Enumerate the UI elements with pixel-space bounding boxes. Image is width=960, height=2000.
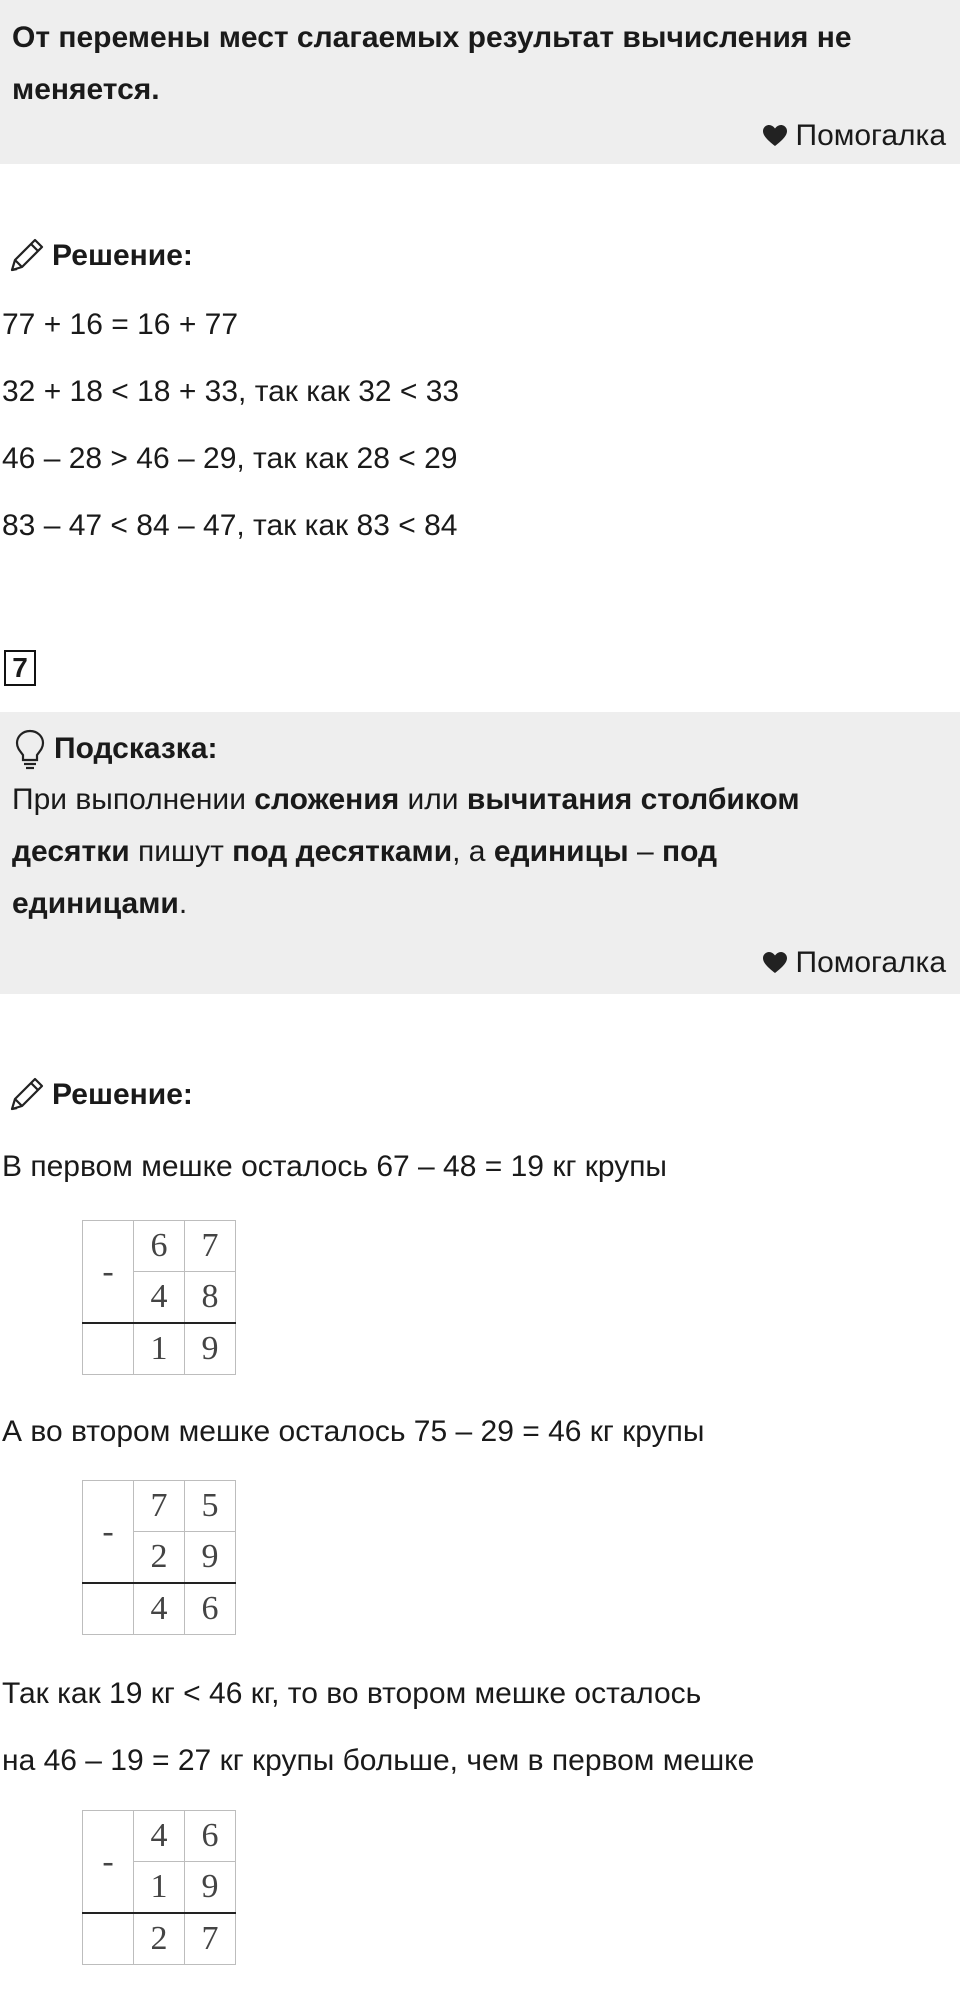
pomogalka-link[interactable] [762,118,947,154]
task-number: 7 [4,650,36,686]
lightbulb-icon [12,728,48,770]
empty-cell [83,1583,134,1635]
hint-heading [12,724,948,774]
equation-line: 83 – 47 < 84 – 47, так как 83 < 84 [2,509,458,542]
hint-box [0,712,960,994]
hint-text-line: единицами. [12,887,188,920]
hint-heading-label: Подсказка: [54,732,218,765]
digit-cell: 6 [185,1811,236,1862]
digit-cell: 4 [134,1811,185,1862]
digit-cell: 9 [185,1862,236,1914]
empty-cell [83,1323,134,1375]
digit-cell: 1 [134,1323,185,1375]
empty-cell [83,1913,134,1965]
solution-text-line: Так как 19 кг < 46 кг, то во втором мешке осталось [2,1677,702,1710]
digit-cell: 2 [134,1913,185,1965]
solution-heading-label: Решение: [52,239,193,272]
minus-sign: - [83,1811,134,1914]
solution-text-line: А во втором мешке осталось 75 – 29 = 46 кг крупы [2,1415,705,1448]
pencil-icon [6,236,46,276]
equation-line: 46 – 28 > 46 – 29, так как 28 < 29 [2,442,458,475]
heart-icon [762,124,788,148]
digit-cell: 9 [185,1323,236,1375]
equation-line: 77 + 16 = 16 + 77 [2,308,239,341]
digit-cell: 7 [185,1221,236,1272]
minus-sign: - [83,1221,134,1324]
digit-cell: 1 [134,1862,185,1914]
rule-text-line: От перемены мест слагаемых результат вычисления не [12,21,852,54]
solution-text-line: В первом мешке осталось 67 – 48 = 19 кг крупы [2,1150,667,1183]
minus-sign: - [83,1481,134,1584]
credit-label: Помогалка [795,946,946,979]
solution-heading [6,1075,193,1115]
heart-icon [762,951,788,975]
equation-line: 32 + 18 < 18 + 33, так как 32 < 33 [2,375,460,408]
hint-text-line: десятки пишут под десятками, а единицы – под [12,835,718,868]
column-subtraction-1 [82,1220,236,1375]
digit-cell: 7 [134,1481,185,1532]
digit-cell: 4 [134,1272,185,1324]
hint-text [12,774,948,930]
rule-box [0,0,960,164]
digit-cell: 4 [134,1583,185,1635]
pomogalka-link[interactable] [762,945,947,981]
column-subtraction-2 [82,1480,236,1635]
digit-cell: 2 [134,1532,185,1584]
hint-text-line: При выполнении сложения или вычитания столбиком [12,783,800,816]
rule-text-line: меняется. [12,73,160,106]
digit-cell: 5 [185,1481,236,1532]
credit-label: Помогалка [795,119,946,152]
solution-heading-label: Решение: [52,1078,193,1111]
column-subtraction-3 [82,1810,236,1965]
rule-text [12,12,948,116]
digit-cell: 6 [185,1583,236,1635]
pencil-icon [6,1075,46,1115]
digit-cell: 9 [185,1532,236,1584]
digit-cell: 7 [185,1913,236,1965]
digit-cell: 6 [134,1221,185,1272]
solution-text-line: на 46 – 19 = 27 кг крупы больше, чем в первом мешке [2,1744,755,1777]
digit-cell: 8 [185,1272,236,1324]
solution-heading [6,236,193,276]
